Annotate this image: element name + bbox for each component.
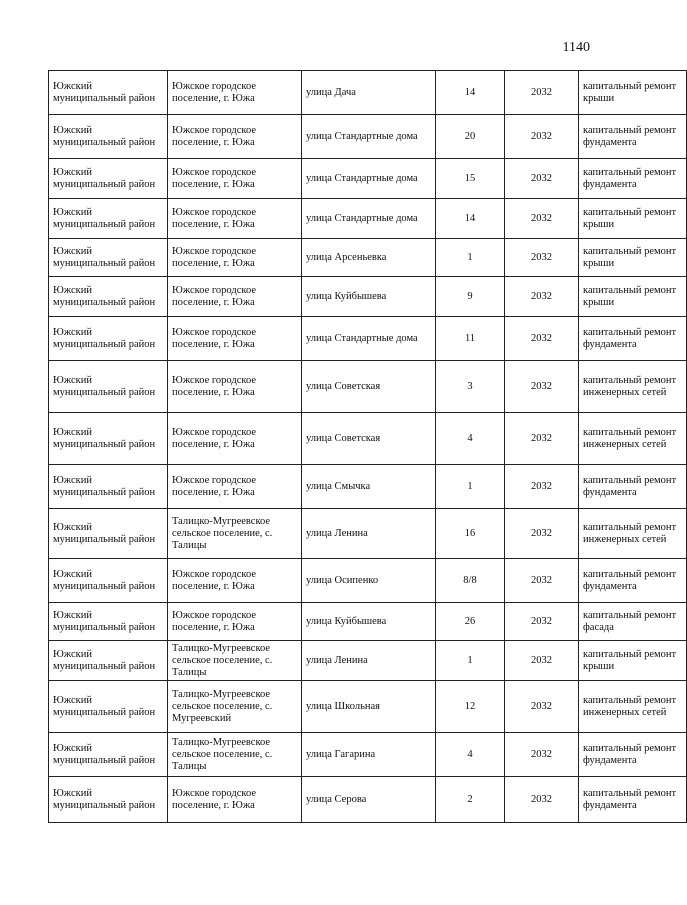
table-row (49, 71, 687, 115)
settlement-cell: Южское городское поселение, г. Южа (168, 317, 302, 361)
house-number-cell: 1 (436, 239, 505, 277)
year-cell: 2032 (505, 361, 579, 413)
street-cell: улица Гагарина (302, 733, 436, 777)
work-type-cell: капитальный ремонт крыши (579, 71, 687, 115)
settlement-cell: Южское городское поселение, г. Южа (168, 413, 302, 465)
district-cell: Южский муниципальный район (49, 361, 168, 413)
district-cell: Южский муниципальный район (49, 559, 168, 603)
work-type-cell: капитальный ремонт фундамента (579, 115, 687, 159)
work-type-cell: капитальный ремонт крыши (579, 641, 687, 681)
table-row (49, 641, 687, 681)
repair-schedule-table (48, 70, 687, 823)
year-cell: 2032 (505, 603, 579, 641)
year-cell: 2032 (505, 277, 579, 317)
district-cell: Южский муниципальный район (49, 465, 168, 509)
settlement-cell: Южское городское поселение, г. Южа (168, 361, 302, 413)
district-cell: Южский муниципальный район (49, 199, 168, 239)
street-cell: улица Стандартные дома (302, 159, 436, 199)
year-cell: 2032 (505, 413, 579, 465)
house-number-cell: 1 (436, 465, 505, 509)
year-cell: 2032 (505, 199, 579, 239)
year-cell: 2032 (505, 317, 579, 361)
work-type-cell: капитальный ремонт фундамента (579, 159, 687, 199)
year-cell: 2032 (505, 159, 579, 199)
district-cell: Южский муниципальный район (49, 239, 168, 277)
house-number-cell: 2 (436, 777, 505, 823)
settlement-cell: Талицко-Мугреевское сельское поселение, с. Талицы (168, 509, 302, 559)
table-row (49, 239, 687, 277)
district-cell: Южский муниципальный район (49, 277, 168, 317)
table-row (49, 115, 687, 159)
work-type-cell: капитальный ремонт инженерных сетей (579, 413, 687, 465)
settlement-cell: Талицко-Мугреевское сельское поселение, с. Талицы (168, 733, 302, 777)
table-row (49, 603, 687, 641)
work-type-cell: капитальный ремонт инженерных сетей (579, 681, 687, 733)
house-number-cell: 14 (436, 71, 505, 115)
district-cell: Южский муниципальный район (49, 159, 168, 199)
year-cell: 2032 (505, 681, 579, 733)
district-cell: Южский муниципальный район (49, 603, 168, 641)
year-cell: 2032 (505, 641, 579, 681)
district-cell: Южский муниципальный район (49, 509, 168, 559)
house-number-cell: 16 (436, 509, 505, 559)
year-cell: 2032 (505, 509, 579, 559)
street-cell: улица Школьная (302, 681, 436, 733)
house-number-cell: 4 (436, 413, 505, 465)
street-cell: улица Стандартные дома (302, 115, 436, 159)
house-number-cell: 4 (436, 733, 505, 777)
table-row (49, 277, 687, 317)
settlement-cell: Талицко-Мугреевское сельское поселение, с. Мугреевский (168, 681, 302, 733)
settlement-cell: Южское городское поселение, г. Южа (168, 71, 302, 115)
district-cell: Южский муниципальный район (49, 641, 168, 681)
house-number-cell: 12 (436, 681, 505, 733)
house-number-cell: 20 (436, 115, 505, 159)
settlement-cell: Южское городское поселение, г. Южа (168, 239, 302, 277)
house-number-cell: 15 (436, 159, 505, 199)
street-cell: улица Осипенко (302, 559, 436, 603)
house-number-cell: 8/8 (436, 559, 505, 603)
year-cell: 2032 (505, 115, 579, 159)
work-type-cell: капитальный ремонт фундамента (579, 733, 687, 777)
year-cell: 2032 (505, 559, 579, 603)
table-row (49, 777, 687, 823)
table-row (49, 681, 687, 733)
table-body (49, 71, 687, 823)
street-cell: улица Дача (302, 71, 436, 115)
work-type-cell: капитальный ремонт крыши (579, 199, 687, 239)
street-cell: улица Смычка (302, 465, 436, 509)
work-type-cell: капитальный ремонт фасада (579, 603, 687, 641)
street-cell: улица Ленина (302, 641, 436, 681)
street-cell: улица Советская (302, 413, 436, 465)
settlement-cell: Южское городское поселение, г. Южа (168, 115, 302, 159)
street-cell: улица Стандартные дома (302, 317, 436, 361)
district-cell: Южский муниципальный район (49, 115, 168, 159)
table-row (49, 733, 687, 777)
work-type-cell: капитальный ремонт фундамента (579, 559, 687, 603)
settlement-cell: Южское городское поселение, г. Южа (168, 159, 302, 199)
house-number-cell: 9 (436, 277, 505, 317)
table-row (49, 199, 687, 239)
year-cell: 2032 (505, 777, 579, 823)
page-number: 1140 (562, 40, 590, 55)
settlement-cell: Южское городское поселение, г. Южа (168, 277, 302, 317)
table-row (49, 413, 687, 465)
settlement-cell: Южское городское поселение, г. Южа (168, 465, 302, 509)
work-type-cell: капитальный ремонт крыши (579, 277, 687, 317)
work-type-cell: капитальный ремонт крыши (579, 239, 687, 277)
street-cell: улица Куйбышева (302, 603, 436, 641)
district-cell: Южский муниципальный район (49, 317, 168, 361)
table-row (49, 465, 687, 509)
district-cell: Южский муниципальный район (49, 71, 168, 115)
year-cell: 2032 (505, 733, 579, 777)
year-cell: 2032 (505, 465, 579, 509)
table-row (49, 317, 687, 361)
table-row (49, 559, 687, 603)
work-type-cell: капитальный ремонт инженерных сетей (579, 361, 687, 413)
settlement-cell: Талицко-Мугреевское сельское поселение, с. Талицы (168, 641, 302, 681)
house-number-cell: 1 (436, 641, 505, 681)
district-cell: Южский муниципальный район (49, 413, 168, 465)
street-cell: улица Куйбышева (302, 277, 436, 317)
settlement-cell: Южское городское поселение, г. Южа (168, 559, 302, 603)
street-cell: улица Арсеньевка (302, 239, 436, 277)
district-cell: Южский муниципальный район (49, 733, 168, 777)
house-number-cell: 14 (436, 199, 505, 239)
work-type-cell: капитальный ремонт инженерных сетей (579, 509, 687, 559)
street-cell: улица Стандартные дома (302, 199, 436, 239)
year-cell: 2032 (505, 71, 579, 115)
street-cell: улица Серова (302, 777, 436, 823)
house-number-cell: 3 (436, 361, 505, 413)
house-number-cell: 11 (436, 317, 505, 361)
district-cell: Южский муниципальный район (49, 681, 168, 733)
street-cell: улица Советская (302, 361, 436, 413)
table-row (49, 509, 687, 559)
work-type-cell: капитальный ремонт фундамента (579, 465, 687, 509)
district-cell: Южский муниципальный район (49, 777, 168, 823)
house-number-cell: 26 (436, 603, 505, 641)
settlement-cell: Южское городское поселение, г. Южа (168, 199, 302, 239)
work-type-cell: капитальный ремонт фундамента (579, 317, 687, 361)
settlement-cell: Южское городское поселение, г. Южа (168, 603, 302, 641)
year-cell: 2032 (505, 239, 579, 277)
table-row (49, 159, 687, 199)
work-type-cell: капитальный ремонт фундамента (579, 777, 687, 823)
street-cell: улица Ленина (302, 509, 436, 559)
table-row (49, 361, 687, 413)
settlement-cell: Южское городское поселение, г. Южа (168, 777, 302, 823)
